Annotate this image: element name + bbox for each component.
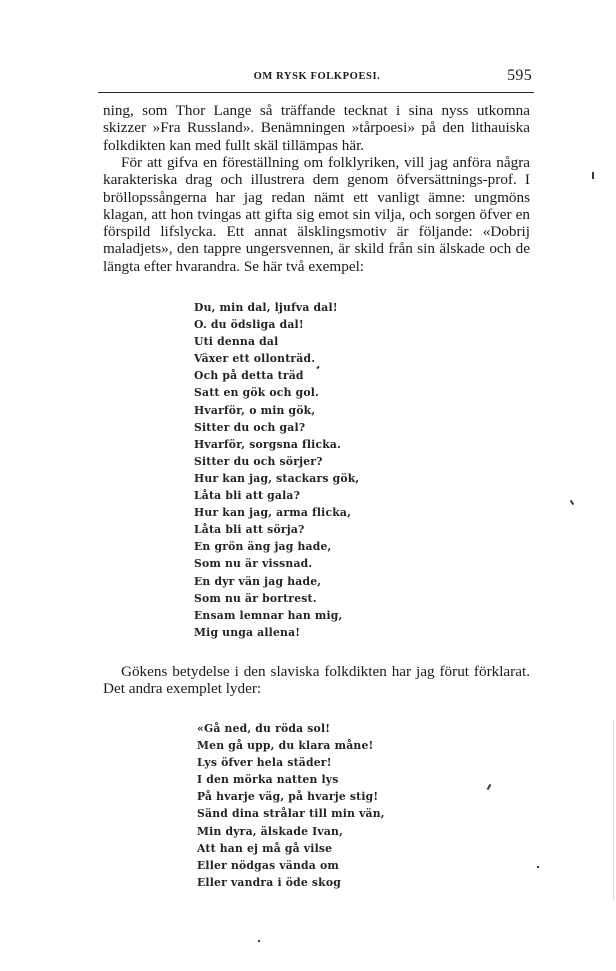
poem-line: En dyr vän jag hade,: [194, 574, 322, 588]
poem-line: Hvarför, sorgsna flicka.: [194, 437, 342, 451]
ink-speck: [537, 866, 539, 868]
poem-line: Eller nödgas vända om: [197, 858, 339, 872]
poem-cuckoo: [194, 299, 359, 641]
poem-line: Hvarför, o min gök,: [194, 403, 316, 417]
poem-line: Min dyra, älskade Ivan,: [197, 824, 344, 838]
paragraph-folk-lyric-intro: [103, 154, 530, 275]
poem-line: Som nu är vissnad.: [194, 557, 313, 571]
ink-speck: [487, 784, 492, 790]
scan-edge-mark: [613, 720, 614, 900]
poem-line: Att han ej må gå vilse: [197, 841, 333, 855]
poem-line: Sitter du och gal?: [194, 420, 306, 434]
paragraph-cuckoo-meaning: [103, 663, 530, 698]
paragraph-continuation: [103, 102, 530, 154]
poem-line: På hvarje väg, på hvarje stig!: [197, 790, 379, 804]
poem-line: Hur kan jag, stackars gök,: [194, 471, 360, 485]
poem-line: Låta bli att sörja?: [194, 523, 305, 537]
poem-line: Hur kan jag, arma flicka,: [194, 506, 352, 520]
poem-sun-moon: [197, 720, 385, 891]
poem-line: Men gå upp, du klara måne!: [197, 739, 374, 753]
ink-speck: [258, 940, 260, 942]
poem-line: Uti denna dal: [194, 335, 279, 349]
poem-line: Växer ett ollonträd.: [194, 352, 316, 366]
ink-speck: [592, 172, 594, 179]
poem-line: Som nu är bortrest.: [194, 591, 317, 605]
poem-line: En grön äng jag hade,: [194, 540, 332, 554]
header-rule: [98, 92, 534, 93]
ink-speck: [570, 500, 575, 505]
page-number: 595: [507, 67, 532, 84]
paragraph-text: För att gifva en föreställning om folklyriken, vill jag anföra några karakteriska drag och illustrera dem genom öfversättnings-prof. I bröllopssångerna har jag redan nämt ett vanligt ämne: ungmöns klagan, att hon tvingas att gifta sig emot sin vilja, och sorgen öfver en förspild lifslycka. Ett annat älsklingsmotiv är följande: «Dobrij maladjets», den tappre ungersvennen, är skild från sin älskade och de längta efter hvarandra. Se här två exempel:: [103, 154, 530, 275]
poem-line: Låta bli att gala?: [194, 489, 301, 503]
running-title: OM RYSK FOLKPOESI.: [253, 71, 381, 82]
paragraph-text: Gökens betydelse i den slaviska folkdikten har jag förut förklarat. Det andra exemplet lyder:: [103, 663, 530, 698]
poem-line: Mig unga allena!: [194, 625, 301, 639]
poem-line: Sitter du och sörjer?: [194, 454, 323, 468]
running-head: [102, 67, 532, 89]
poem-line: Ensam lemnar han mig,: [194, 608, 343, 622]
paragraph-text: ning, som Thor Lange så träffande tecknat i sina nyss utkomna skizzer »Fra Russland». Benämningen »tårpoesi» på den lithauiska folkdikten kan med fullt skäl tillämpas här.: [103, 102, 530, 154]
poem-line: «Gå ned, du röda sol!: [197, 722, 331, 735]
poem-line: I den mörka natten lys: [197, 773, 339, 787]
poem-line: O. du ödsliga dal!: [194, 318, 304, 332]
poem-line: Eller vandra i öde skog: [197, 875, 342, 889]
poem-line: Du, min dal, ljufva dal!: [194, 301, 338, 314]
poem-line: Och på detta träd: [194, 369, 304, 383]
poem-line: Sänd dina strålar till min vän,: [197, 807, 385, 821]
poem-line: Lys öfver hela städer!: [197, 756, 332, 770]
poem-line: Satt en gök och gol.: [194, 386, 319, 400]
